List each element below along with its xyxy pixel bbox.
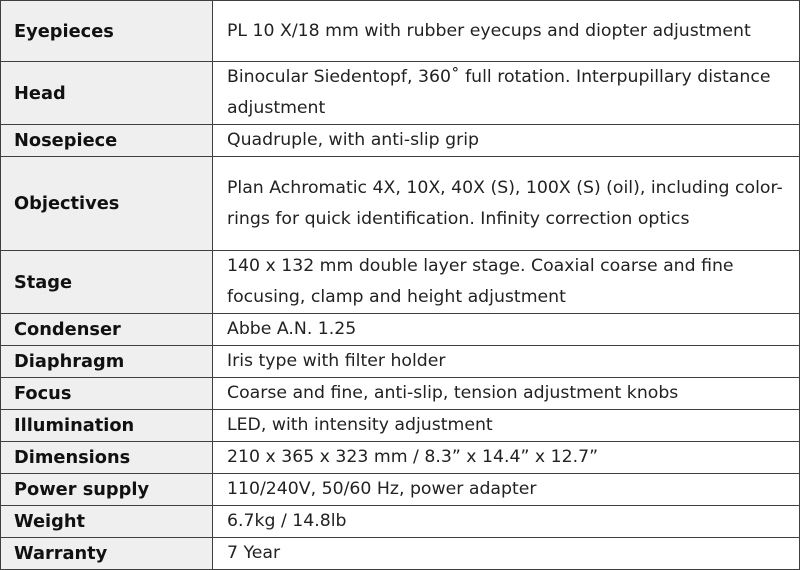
spec-label: Illumination [1,410,213,442]
spec-label: Eyepieces [1,1,213,62]
spec-label: Diaphragm [1,346,213,378]
spec-value: 7 Year [213,538,800,570]
spec-label: Focus [1,378,213,410]
spec-label: Condenser [1,314,213,346]
spec-label: Dimensions [1,442,213,474]
spec-value: Plan Achromatic 4X, 10X, 40X (S), 100X (S) (oil), including color-rings for quick identification. Infinity correction optics [213,157,800,251]
spec-value: 210 x 365 x 323 mm / 8.3” x 14.4” x 12.7” [213,442,800,474]
spec-label: Power supply [1,474,213,506]
spec-label: Objectives [1,157,213,251]
spec-value: Quadruple, with anti-slip grip [213,125,800,157]
spec-label: Head [1,62,213,125]
spec-label: Stage [1,251,213,314]
spec-row-focus [1,378,800,410]
spec-value: 6.7kg / 14.8lb [213,506,800,538]
spec-row-condenser [1,314,800,346]
spec-label: Nosepiece [1,125,213,157]
spec-value: PL 10 X/18 mm with rubber eyecups and diopter adjustment [213,1,800,62]
spec-row-dimensions [1,442,800,474]
spec-row-eyepieces [1,1,800,62]
spec-label: Weight [1,506,213,538]
spec-row-head [1,62,800,125]
spec-row-nosepiece [1,125,800,157]
spec-value: Iris type with filter holder [213,346,800,378]
spec-row-warranty [1,538,800,570]
spec-value: Abbe A.N. 1.25 [213,314,800,346]
spec-label: Warranty [1,538,213,570]
spec-value: Binocular Siedentopf, 360˚ full rotation. Interpupillary distance adjustment [213,62,800,125]
spec-row-stage [1,251,800,314]
spec-row-objectives [1,157,800,251]
spec-value: 140 x 132 mm double layer stage. Coaxial coarse and fine focusing, clamp and height adjustment [213,251,800,314]
spec-row-illumination [1,410,800,442]
spec-value: 110/240V, 50/60 Hz, power adapter [213,474,800,506]
spec-row-weight [1,506,800,538]
spec-value: Coarse and fine, anti-slip, tension adjustment knobs [213,378,800,410]
spec-row-power-supply [1,474,800,506]
spec-value: LED, with intensity adjustment [213,410,800,442]
spec-row-diaphragm [1,346,800,378]
